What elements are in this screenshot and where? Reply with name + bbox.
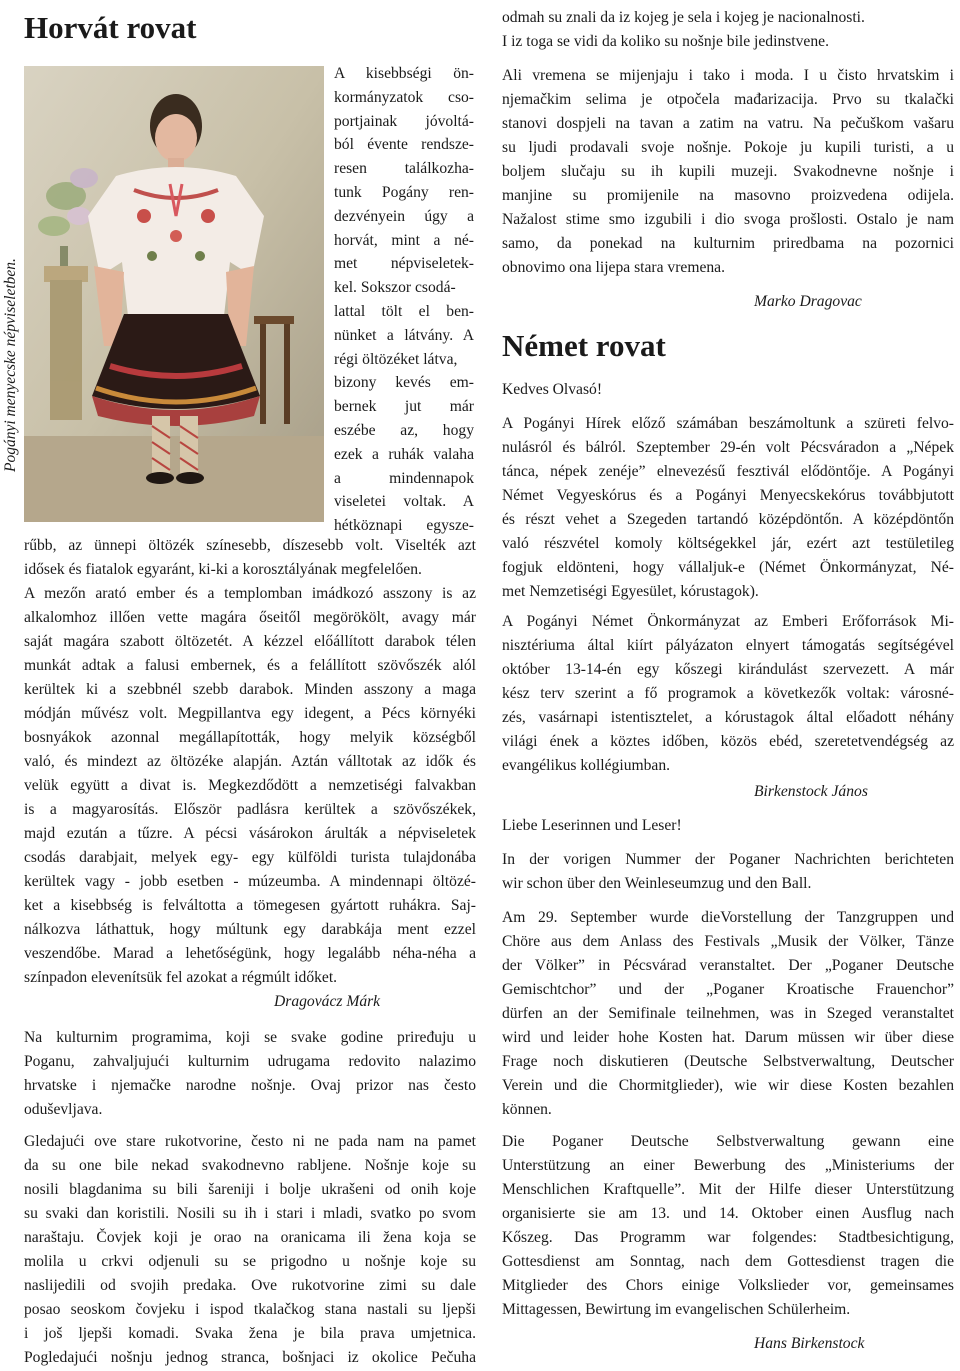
hu-article-body: rűbb, az ünnepi öltözék színesebb, díszesebb volt. Viselték azt idősek és fiatalok egyaránt, ki-ki a korosztályának megfelelően. A mezőn arató ember és a templomban imádkozó asszony is az alkalomhoz illően vette magára őseitől megörökölt, avagy már saját magára szabott öltözetét. A kézzel előállított darabok télen munkát adtak a falusi embernek, és a felállított szövőszék alól kerültek ki a szebbnél szebb darabok. Minden asszony a maga módján művész volt. Megpillantva egy idegent, a Pécs környéki bosnyákok azonnal megállapították, hogy melyik községből való, és mindezt az öltözéke alapján. Aztán válltotak az idők és velük együtt a divat is. Megkezdődött a nemzetiségi falvakban is a magyarosítás. Először padlásra kerültek a szövőszékek, majd ezután a tűzre. A pécsi vásárokon árulták a népviseletek csodás darabjait, melyek egy- egy külföldi turista tulajdonába kerültek vagy - jobb esetben - múzeumba. A mindennapi öltözé- ket a kisebbség is felváltotta a tömegesen gyártott ruhákra. Saj- nálkozva láthattuk, hogy múltunk egy darabkája ment ezzel veszendőbe. Marad a lehetőségünk, hogy legalább néha-néha a színpadon elevenítsük fel azokat a régmúlt időket. Dragovácz Márk <box>24 534 476 1014</box>
hr-article-paragraph: Ali vremena se mijenjaju i tako i moda. I u čisto hrvatskim i njemačkim selima je otpočela mađarizacija. Prvo su tkalački stanovi dospjeli na tavan a zatim na vatru. Na pečuškom vašaru su ljudi prodavali svoje nošnje. Pokoje ju kupili turisti, a u boljem slučaju su ih kupili muzeji. Svakodnevne nošnje i manjine su promijenile na masovno proizvedena odijela. Nažalost stime smo izgubili i dio svoga prošlosti. Ostalo je nam samo, da ponekad na kulturnim priredbama na pozornici obnovimo ona lijepa stara vremena. <box>502 67 954 276</box>
de-hu-signature: Birkenstock János <box>754 783 868 800</box>
de-hu-paragraph-1: A Pogányi Hírek előző számában beszámoltunk a szüreti felvo- nulásról és bálról. Szeptember 29-én volt Pécsváradon a „Népek tánca, népek zenéje” elnevezésű fesztivál elődöntője. A Pogányi Német Vegyeskórus és a Pogányi Menyecskekórus továbbjutott és részt vehet a Szegeden tartandó középdöntőn. A középdöntőn való részvétel komoly költségekkel jár, ezért azt testületileg fogjuk eldönteni, hogy vállaljuk-e (Német Önkormányzat, Né- met Nemzetiségi Egyesület, kórustagok). <box>502 415 954 600</box>
folk-costume-photo <box>24 66 324 522</box>
de-de-paragraph-1: In der vorigen Nummer der Poganer Nachrichten berichteten wir schon über den Weinleseumzug und den Ball. <box>502 851 954 892</box>
de-de-paragraph-2: Am 29. September wurde dieVorstellung der Tanzgruppen und Chöre aus dem Anlass des Festivals „Musik der Völker, Tänze der Völker” in Pécsvárad veranstaltet. Der „Poganer Deutsche Gemischtchor” und der „Poganer Kroatische Frauenchor” dürfen an der Semifinale teilnehmen, was in Szeged veranstaltet wird und leider hohe Kosten hat. Darum müssen wir über diese Frage noch diskutieren (Deutsche Selbstverwaltung, Deutscher Verein und die Chormitglieder), wie wir diese Kosten bezahlen können. <box>502 909 954 1118</box>
photo-caption-vertical: Pogányi menyecske népviseletben. <box>2 258 19 472</box>
de-hu-paragraph-2: A Pogányi Német Önkormányzat az Emberi Erőforrások Mi- nisztériuma által kiírt pályázaton elnyert támogatás segítségével október 13-14-én egy kőszegi kirándulást szervezett. A már kész terv szerint a fő programok a következők voltak: városné- zés, vasárnapi istentisztelet, a kórustagok által előadott néhány világi ének a köztes időben, közös ebéd, szeretetvendégség az evangélikus kollégiumban. <box>502 613 954 774</box>
section-title-croatian: Horvát rovat <box>24 10 197 45</box>
hu-article-intro-narrow: A kisebbségi ön- kormányzatok cso- portjainak jóvoltá- ból évente rendsze- resen találkozha- tunk Pogány ren- dezvényein úgy a horvát, mint a né- met népviseletek- kel. Sokszor csodá- lattal tölt el ben- nünket a látvány. A régi öltözéket látva, bizony kevés em- bernek jut már eszébe az, hogy ezek a ruhák valaha a mindennapok viseletei voltak. A hétköznapi egysze- <box>334 65 474 535</box>
hr-article-part2: Gledajući ove stare rukotvorine, često ni ne pada nam na pamet da su one bile nekad svakodnevno rabljene. Nošnje koje su nosili blagdanima su bili šareniji i bolje ukrašeni od onih koje su svaki dan koristili. Nosili su ih i stari i mladi, svatko po svom naraštaju. Čovjek koji je orao na oranicama ili žena koja se molila u crkvi odjenuli su se prigodno u nošnje koje su naslijedili od svojih predaka. Ove rukotvorine zimi su dale posao seoskom čovjeku i ispod tkalačkog stana nastali su ljepši i još ljepši komadi. Svaka žena je bila prava umjetnica. Pogledajući nošnju jednog stranca, bošnjaci iz okolice Pečuha <box>24 1133 476 1366</box>
de-de-greeting: Liebe Leserinnen und Leser! <box>502 817 682 834</box>
de-de-signature: Hans Birkenstock <box>754 1335 865 1352</box>
hr-article-part1: Na kulturnim programima, koji se svake godine priređuju u Poganu, zahvaljujući kulturnim udrugama redovito nalazimo hrvatske i njemačke narodne nošnje. Ovaj prizor nas često oduševljava. <box>24 1029 476 1118</box>
hr-article-continued: odmah su znali da iz kojeg je sela i kojeg je nacionalnosti. I iz toga se vidi da koliko su nošnje bile jedinstvene. <box>502 9 865 50</box>
section-title-german: Német rovat <box>502 328 666 363</box>
de-de-paragraph-3: Die Poganer Deutsche Selbstverwaltung gewann eine Unterstützung an einer Bewerbung des „Ministeriums der Menschlichen Kraftquelle”. Mit der Hilfe dieser Unterstützung organisierte sie am 13. und 14. Oktober einen Ausflug nach Kőszeg. Das Programm war folgendes: Stadtbesichtigung, Gottesdienst am Sonntag, nach dem Gottesdienst tragen die Mitglieder des Chors einige Volkslieder vor, gemeinsames Mittagessen, Bewirtung im evangelischen Schülerheim. <box>502 1133 954 1318</box>
hr-article-signature: Marko Dragovac <box>754 293 862 310</box>
de-hu-greeting: Kedves Olvasó! <box>502 381 603 398</box>
hu-article-signature: Dragovácz Márk <box>274 993 381 1010</box>
